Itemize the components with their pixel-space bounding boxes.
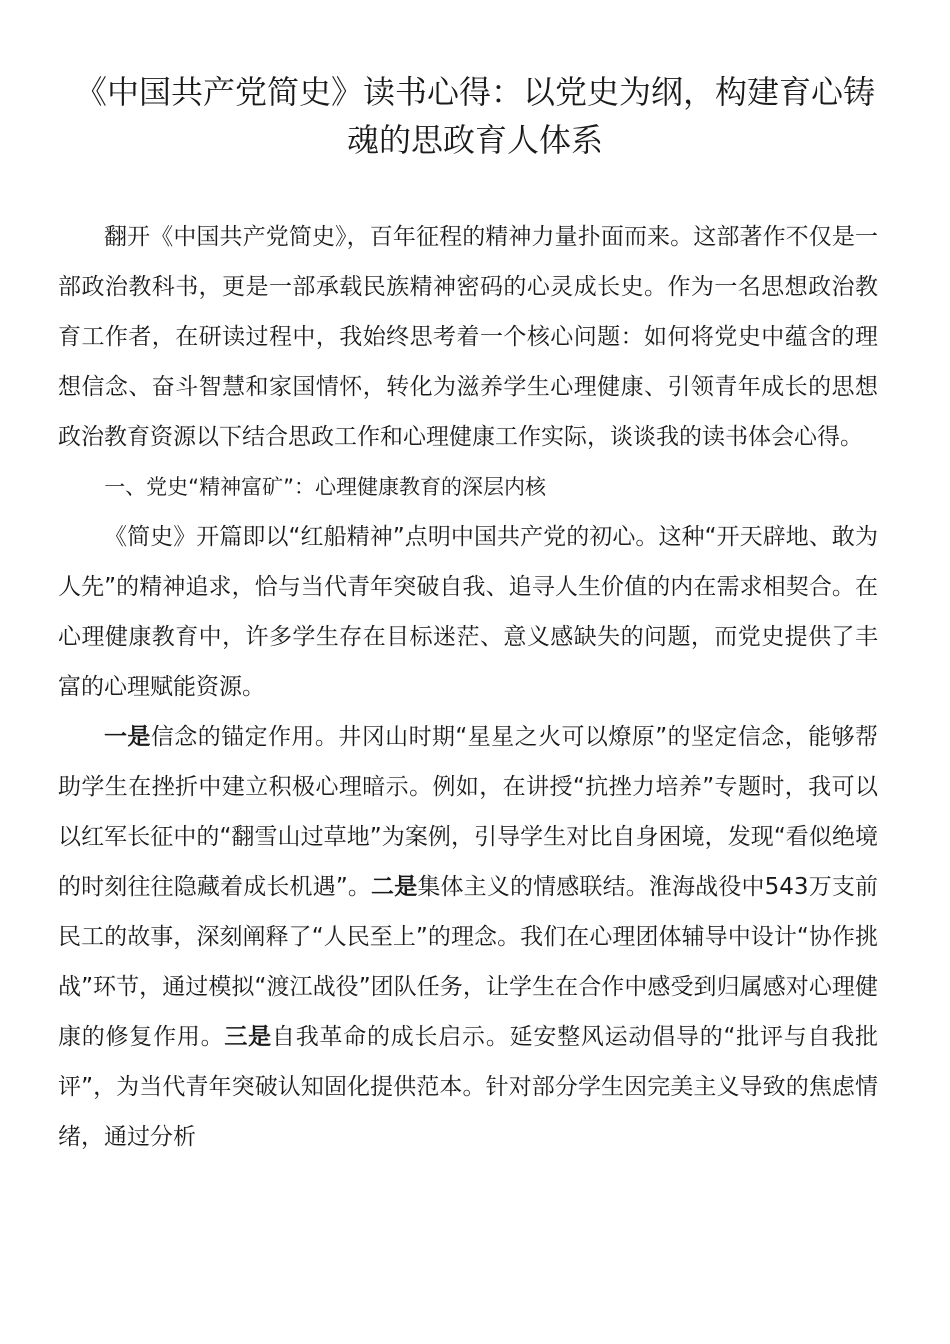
- body-paragraph-points: [58, 712, 878, 1162]
- point-1-lead: 一是: [104, 724, 151, 750]
- point-3-text: 自我革命的成长启示。延安整风运动倡导的“批评与自我批评”，为当代青年突破认知固化提供范本。针对部分学生因完美主义导致的焦虑情绪，通过分析: [58, 1024, 879, 1150]
- point-3-lead: 三是: [224, 1024, 272, 1050]
- section-heading: 一、党史“精神富矿”：心理健康教育的深层内核: [104, 475, 546, 499]
- point-2-text: 集体主义的情感联结。淮海战役中543万支前民工的故事，深刻阐释了“人民至上”的理念。我们在心理团体辅导中设计“协作挑战”环节，通过模拟“渡江战役”团队任务，让学生在合作中感受到归属感对心理健康的修复作用。: [58, 874, 878, 1050]
- body-paragraph: 《简史》开篇即以“红船精神”点明中国共产党的初心。这种“开天辟地、敢为人先”的精神追求，恰与当代青年突破自我、追寻人生价值的内在需求相契合。在心理健康教育中，许多学生存在目标迷茫、意义感缺失的问题，而党史提供了丰富的心理赋能资源。: [58, 524, 878, 700]
- document-title: 《中国共产党简史》读书心得：以党史为纲，构建育心铸魂的思政育人体系: [74, 73, 875, 159]
- point-2-lead: 二是: [371, 874, 418, 900]
- point-1-text: 信念的锚定作用。井冈山时期“星星之火可以燎原”的坚定信念，能够帮助学生在挫折中建立积极心理暗示。例如，在讲授“抗挫力培养”专题时，我可以以红军长征中的“翻雪山过草地”为案例，引导学生对比自身困境，发现“看似绝境的时刻往往隐藏着成长机遇”。: [58, 724, 878, 900]
- document-body: [58, 212, 878, 1162]
- intro-paragraph: 翻开《中国共产党简史》，百年征程的精神力量扑面而来。这部著作不仅是一部政治教科书，更是一部承载民族精神密码的心灵成长史。作为一名思想政治教育工作者，在研读过程中，我始终思考着一个核心问题：如何将党史中蕴含的理想信念、奋斗智慧和家国情怀，转化为滋养学生心理健康、引领青年成长的思想政治教育资源以下结合思政工作和心理健康工作实际，谈谈我的读书体会心得。: [58, 224, 878, 450]
